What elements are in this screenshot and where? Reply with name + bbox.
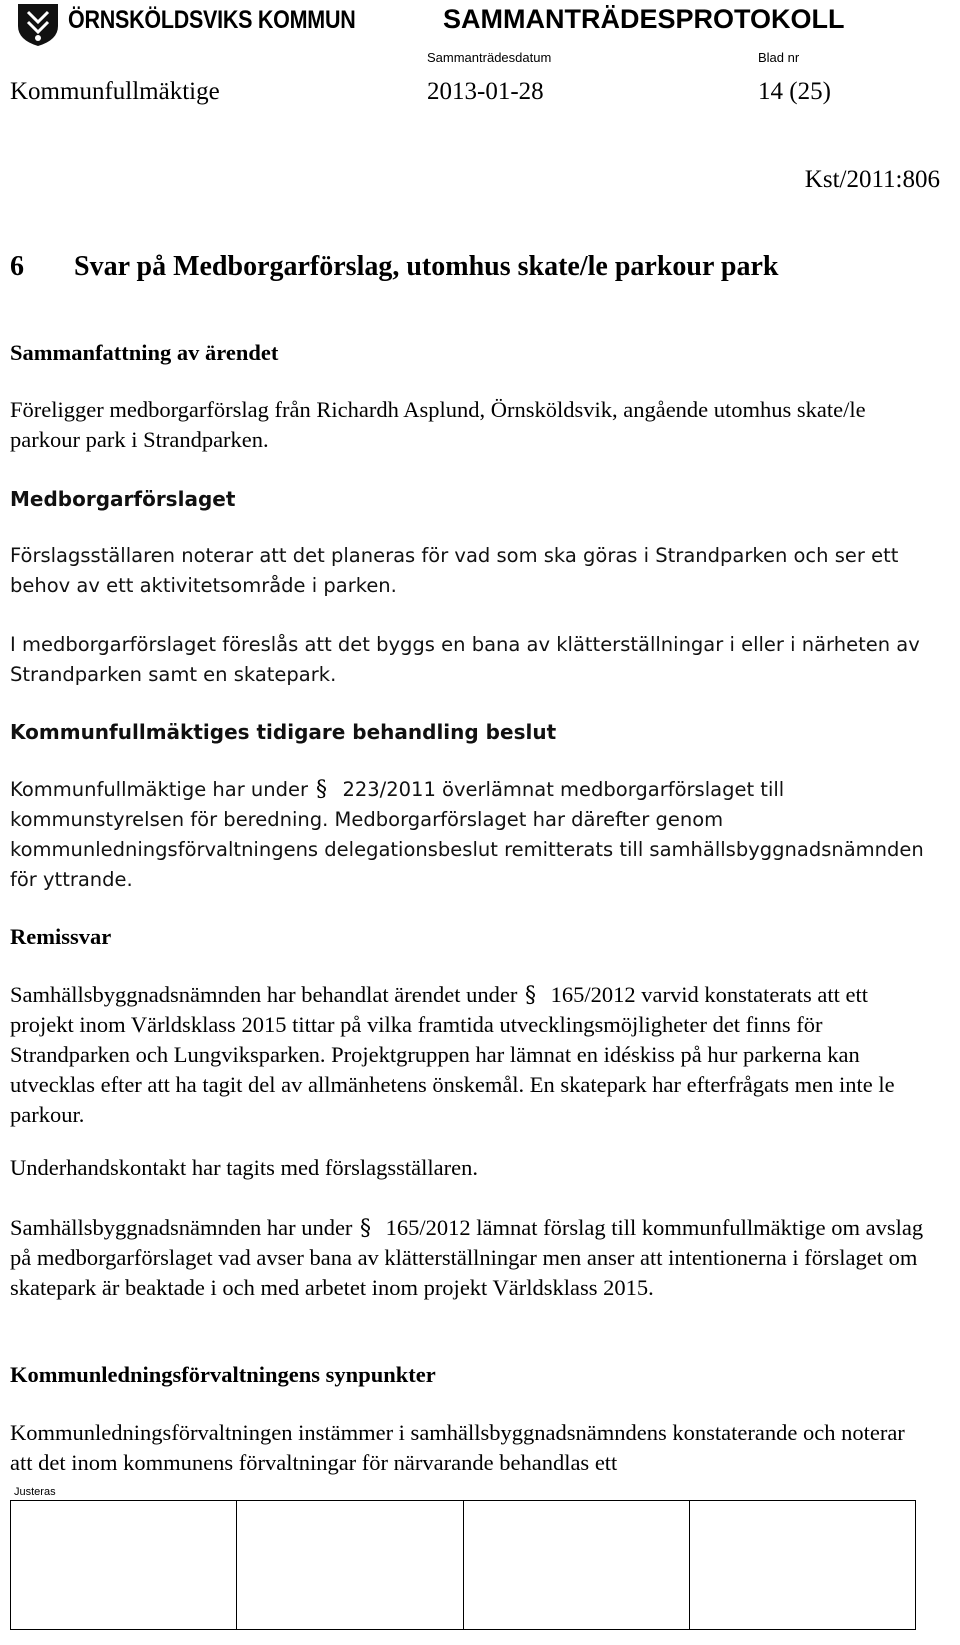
proposal-p2-wrap (10, 630, 926, 690)
remiss-heading: Remissvar (10, 924, 112, 949)
proposal-p1-wrap (10, 541, 926, 601)
case-number: Kst/2011:806 (804, 166, 940, 193)
previous-heading-wrap (10, 717, 926, 747)
remiss-text-b: 165/2012 varvid konstaterats att ett projekt inom Världsklass 2015 tittar på vilka framtida utvecklingsmöjligheter det finns för Strandparken och Lungviksparken. Projektgruppen har lämnat en idéskiss på hur parkerna kan utvecklas efter att ha tagit del av allmänhetens önskemål. En skatepark har efterfrågats men inte le parkour. (10, 982, 895, 1127)
justeras-label: Justeras (14, 1486, 56, 1498)
signature-table (10, 1500, 916, 1630)
page-label: Blad nr (758, 50, 800, 65)
signature-cell[interactable] (463, 1501, 689, 1630)
date-label: Sammanträdesdatum (427, 50, 552, 65)
summary-text: Föreligger medborgarförslag från Richardh Asplund, Örnsköldsvik, angående utomhus skate/le parkour park i Strandparken. (10, 397, 866, 452)
remiss-text-a: Samhällsbyggnadsnämnden har behandlat ärendet under (10, 982, 518, 1007)
municipality-logo (14, 0, 62, 48)
meeting-date: 2013-01-28 (427, 78, 544, 105)
previous-heading: Kommunfullmäktiges tidigare behandling beslut (10, 720, 557, 744)
previous-body (10, 775, 926, 895)
section-sign-icon (316, 777, 328, 799)
justeras-box (10, 1482, 918, 1642)
kommun-body (10, 1418, 926, 1478)
kommun-paragraph: Kommunledningsförvaltningen instämmer i samhällsbyggnadsnämndens konstaterande och noterar att det inom kommunens förvaltningar för närvarande behandlas ett (10, 1420, 905, 1475)
summary-section (10, 338, 926, 368)
remiss-body-1 (10, 980, 926, 1130)
summary-body (10, 395, 926, 455)
proposal-paragraph-2: I medborgarförslaget föreslås att det byggs en bana av klätterställningar i eller i närheten av Strandparken samt en skatepark. (10, 633, 920, 686)
body-name: Kommunfullmäktige (10, 78, 220, 105)
kommun-heading: Kommunledningsförvaltningens synpunkter (10, 1362, 436, 1387)
svg-text:§: § (360, 1216, 372, 1238)
section-sign-icon (525, 983, 537, 1005)
proposal-heading: Medborgarförslaget (10, 487, 236, 511)
remiss-heading-wrap (10, 922, 926, 952)
organization-name: ÖRNSKÖLDSVIKS KOMMUN (68, 6, 356, 34)
item-title (10, 251, 778, 283)
previous-text-b: 223/2011 överlämnat medborgarförslaget till kommunstyrelsen för beredning. Medborgarförslaget har därefter genom kommunledningsförvaltningens delegationsbeslut remitterats till samhällsbyggnadsnämnden för yttrande. (10, 778, 924, 891)
remiss-paragraph-2: Underhandskontakt har tagits med förslagsställaren. (10, 1155, 478, 1180)
remiss-p3-text-b: 165/2012 lämnat förslag till kommunfullmäktige om avslag på medborgarförslaget vad avser bana av klätterställningar men anser att intentionerna i förslaget om skatepark är beaktade i och med arbetet inom projekt Världsklass 2015. (10, 1215, 924, 1300)
item-number: 6 (10, 251, 24, 282)
document-type: SAMMANTRÄDESPROTOKOLL (443, 4, 845, 34)
proposal-paragraph-1: Förslagsställaren noterar att det planeras för vad som ska göras i Strandparken och ser ett behov av ett aktivitetsområde i parken. (10, 544, 899, 597)
previous-text-a: Kommunfullmäktige har under (10, 778, 309, 801)
remiss-body-3 (10, 1213, 926, 1303)
remiss-body-2 (10, 1153, 926, 1183)
svg-text:§: § (316, 777, 328, 799)
signature-cell[interactable] (689, 1501, 915, 1630)
remiss-p3-text-a: Samhällsbyggnadsnämnden har under (10, 1215, 353, 1240)
section-sign-icon (360, 1216, 372, 1238)
signature-cell[interactable] (237, 1501, 463, 1630)
svg-text:§: § (524, 983, 536, 1005)
summary-heading: Sammanfattning av ärendet (10, 340, 279, 365)
signature-cell[interactable] (11, 1501, 237, 1630)
item-title-text: Svar på Medborgarförslag, utomhus skate/le parkour park (74, 251, 779, 282)
page-number: 14 (25) (758, 78, 831, 105)
kommun-heading-wrap (10, 1360, 926, 1390)
proposal-heading-wrap (10, 484, 926, 514)
previous-paragraph (10, 775, 926, 895)
